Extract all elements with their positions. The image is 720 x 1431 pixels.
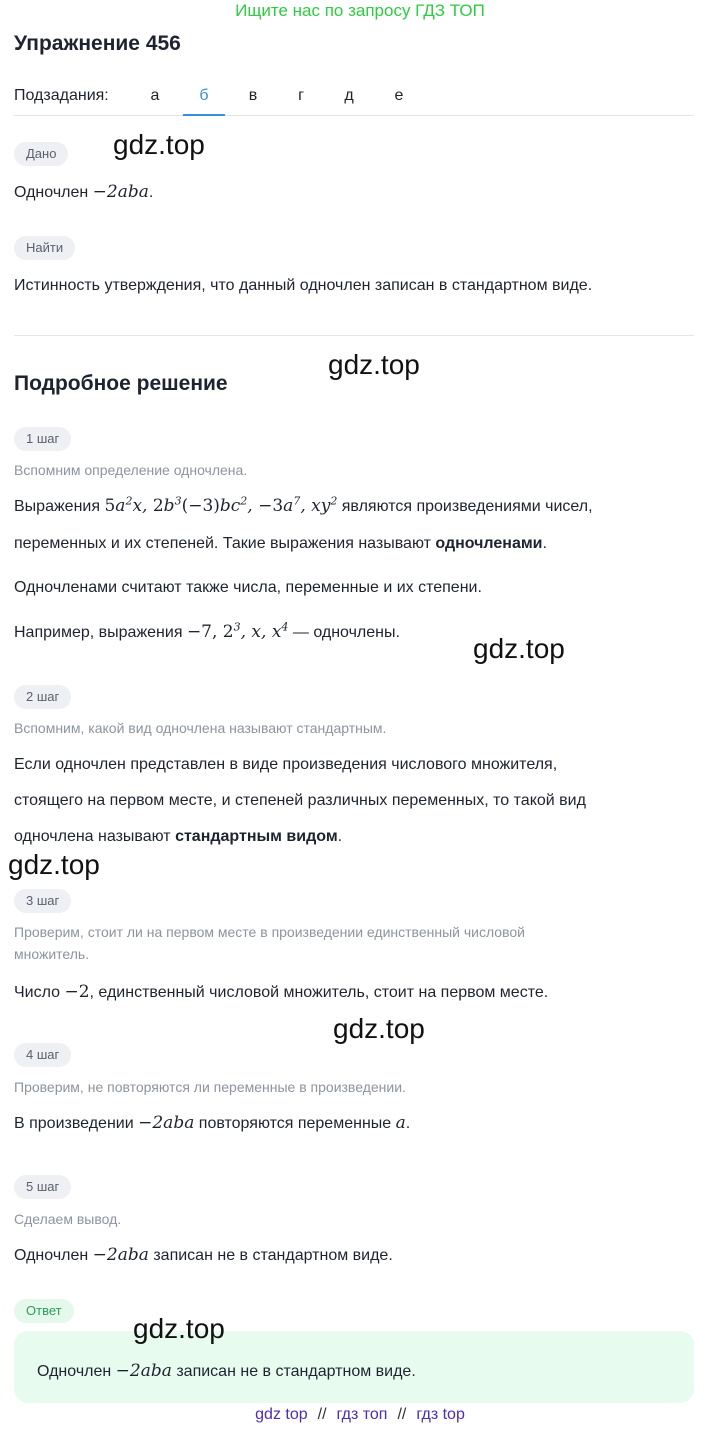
find-text: Истинность утверждения, что данный одночлен записан в стандартном виде.	[14, 277, 593, 294]
tab-a[interactable]: а	[150, 87, 160, 104]
answer-expr: −2aba	[115, 1361, 172, 1381]
watermark: gdz.top	[473, 633, 565, 664]
step-3-text-post: , единственный числовой множитель, стоит на первом месте.	[89, 984, 549, 1001]
step-1-line4	[14, 621, 400, 644]
page-title: Упражнение 456	[14, 32, 181, 55]
watermark: gdz.top	[8, 849, 100, 880]
step-3-hint-1: Проверим, стоит ли на первом месте в произведении единственный числовой	[14, 924, 525, 940]
step-1-line4-post: — одночлены.	[292, 624, 400, 641]
answer-tag: Ответ	[14, 1299, 74, 1323]
step-2-hint: Вспомним, какой вид одночлена называют стандартным.	[14, 720, 387, 736]
step-4-text: В произведении −2aba повторяются переменные a.	[14, 1113, 411, 1133]
footer-sep: //	[397, 1406, 407, 1423]
step-3-tag: 3 шаг	[14, 889, 71, 913]
promo-banner: Ищите нас по запросу ГДЗ ТОП	[235, 1, 485, 20]
step-3-number: −2	[64, 982, 90, 1002]
step-2-line2: стоящего на первом месте, и степеней различных переменных, то такой вид	[14, 792, 586, 809]
step-1-line2: переменных и их степеней. Такие выражения называют одночленами.	[14, 535, 547, 552]
step-4-hint: Проверим, не повторяются ли переменные в произведении.	[14, 1079, 406, 1095]
step-2-line3-pre: одночлена называют	[14, 828, 171, 845]
solution-title: Подробное решение	[14, 372, 228, 395]
step-5-text-post: записан не в стандартном виде.	[153, 1247, 393, 1264]
step-1-term: одночленами	[435, 535, 543, 552]
given-label: Одночлен	[14, 184, 89, 201]
subtasks-label: Подзадания:	[14, 87, 109, 104]
section-divider	[14, 335, 694, 336]
step-5-tag: 5 шаг	[14, 1175, 71, 1199]
answer-text-post: записан не в стандартном виде.	[176, 1363, 416, 1380]
step-4-var: a	[395, 1113, 406, 1133]
step-4-text-pre: В произведении	[14, 1115, 134, 1132]
answer-text	[37, 1361, 416, 1381]
given-tag: Дано	[14, 142, 68, 166]
step-5-text	[14, 1244, 393, 1267]
step-1-line3: Одночленами считают также числа, переменные и их степени.	[14, 579, 482, 596]
step-1-expr-list: $5a^2x$, $2b^3(-3)bc^2$, $-3a^7$, $xy^2$	[104, 494, 338, 516]
step-1-line1-pre: Выражения	[14, 498, 101, 515]
step-1-line1	[14, 495, 704, 518]
step-2-tag: 2 шаг	[14, 685, 71, 709]
watermark: gdz.top	[333, 1013, 425, 1044]
answer-text-pre: Одночлен	[37, 1363, 112, 1380]
watermark: gdz.top	[328, 349, 420, 380]
subtasks-nav	[14, 78, 694, 116]
step-3-hint-2: множитель.	[14, 946, 90, 962]
step-3-text	[14, 981, 548, 1004]
step-2-term: стандартным видом	[175, 828, 338, 845]
step-4-expr: −2aba	[138, 1113, 195, 1133]
footer-link-1[interactable]: gdz top	[255, 1406, 308, 1423]
step-5-hint: Сделаем вывод.	[14, 1211, 122, 1227]
given-expr: −2aba	[92, 182, 149, 202]
watermark: gdz.top	[133, 1313, 225, 1344]
step-1-line1-post: являются произведениями чисел,	[341, 498, 593, 515]
step-2-line1: Если одночлен представлен в виде произведения числового множителя,	[14, 756, 558, 773]
step-1-line4-pre: Например, выражения	[14, 624, 183, 641]
tab-g[interactable]: г	[298, 87, 304, 104]
footer-sep: //	[317, 1406, 327, 1423]
tab-d[interactable]: д	[344, 87, 354, 104]
footer-link-2[interactable]: гдз топ	[336, 1406, 388, 1423]
watermark: gdz.top	[113, 129, 205, 160]
step-4-text-mid: повторяются переменные	[198, 1115, 392, 1132]
step-5-text-pre: Одночлен	[14, 1247, 89, 1264]
tab-e[interactable]: е	[394, 87, 404, 104]
footer-links	[0, 1406, 720, 1424]
tab-b[interactable]: б	[183, 78, 225, 116]
step-2-line3: одночлена называют стандартным видом.	[14, 828, 343, 845]
step-5-expr: −2aba	[92, 1245, 149, 1265]
step-1-tag: 1 шаг	[14, 427, 71, 451]
step-4-tag: 4 шаг	[14, 1043, 71, 1067]
step-1-hint: Вспомним определение одночлена.	[14, 462, 248, 478]
step-1-line2-pre: переменных и их степеней. Такие выражения называют	[14, 535, 431, 552]
find-tag: Найти	[14, 236, 75, 260]
step-3-text-pre: Число	[14, 984, 61, 1001]
footer-link-3[interactable]: гдз top	[416, 1406, 465, 1423]
given-text: Одночлен −2aba.	[14, 182, 154, 202]
step-1-examples: −7, $2^3$, x, $x^4$	[186, 620, 289, 642]
answer-box	[14, 1331, 694, 1403]
tab-v[interactable]: в	[248, 87, 258, 104]
